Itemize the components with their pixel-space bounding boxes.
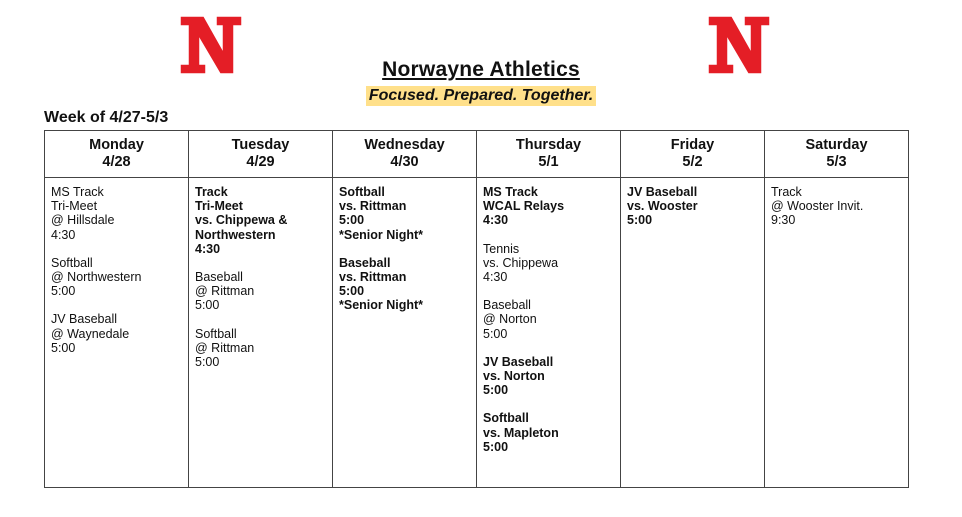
event-item: [51, 256, 182, 299]
day-events-cell: [765, 178, 909, 488]
event-line: @ Wooster Invit.: [771, 199, 864, 214]
event-line: 4:30: [483, 270, 508, 285]
day-header: Thursday 5/1: [477, 131, 621, 178]
event-line: Northwestern: [195, 227, 276, 242]
event-item: [483, 411, 614, 454]
event-line: @ Norton: [483, 312, 537, 327]
event-line: vs. Wooster: [627, 199, 698, 214]
event-line: 4:30: [483, 213, 509, 228]
event-line: @ Waynedale: [51, 326, 130, 341]
event-line: vs. Rittman: [339, 270, 407, 285]
week-label: Week of 4/27-5/3: [44, 109, 169, 126]
event-line: 9:30: [771, 213, 796, 228]
event-item: [51, 185, 182, 242]
event-item: [483, 355, 614, 398]
event-line: *Senior Night*: [339, 227, 424, 242]
event-line: 5:00: [51, 284, 76, 299]
event-line: 4:30: [51, 227, 76, 242]
event-item: [195, 270, 326, 313]
day-header-row: [45, 131, 909, 178]
event-line: Tri-Meet: [51, 199, 98, 214]
event-line: 5:00: [483, 326, 508, 341]
event-line: 5:00: [627, 213, 653, 228]
day-header: Tuesday 4/29: [189, 131, 333, 178]
event-line: vs. Rittman: [339, 199, 407, 214]
day-events-cell: [477, 178, 621, 488]
event-line: Softball: [51, 255, 93, 270]
event-line: Track: [771, 185, 802, 199]
event-item: [483, 242, 614, 285]
event-line: MS Track: [483, 185, 538, 199]
day-header: Friday 5/2: [621, 131, 765, 178]
event-item: [339, 185, 470, 242]
event-line: Baseball: [483, 298, 531, 313]
event-line: Baseball: [195, 270, 243, 285]
event-line: @ Hillsdale: [51, 213, 115, 228]
day-header: Saturday 5/3: [765, 131, 909, 178]
event-line: JV Baseball: [51, 312, 118, 327]
event-item: [627, 185, 758, 228]
event-line: 5:00: [483, 383, 509, 398]
event-item: [195, 185, 326, 256]
event-item: [483, 298, 614, 341]
event-line: @ Rittman: [195, 340, 255, 355]
event-line: 5:00: [483, 439, 509, 454]
day-events-cell: [189, 178, 333, 488]
day-header: Wednesday 4/30: [333, 131, 477, 178]
event-line: Track: [195, 185, 228, 199]
day-events-cell: [333, 178, 477, 488]
day-events-cell: [45, 178, 189, 488]
event-line: MS Track: [51, 185, 104, 199]
events-row: [45, 178, 909, 488]
event-item: [51, 312, 182, 355]
event-item: [195, 327, 326, 370]
event-line: Softball: [339, 185, 385, 199]
event-line: 4:30: [195, 241, 221, 256]
event-line: vs. Norton: [483, 369, 545, 384]
event-item: [339, 256, 470, 313]
event-line: @ Rittman: [195, 284, 255, 299]
event-line: Softball: [483, 411, 529, 426]
event-line: JV Baseball: [483, 354, 554, 369]
event-line: Tri-Meet: [195, 199, 243, 214]
event-line: *Senior Night*: [339, 298, 424, 313]
event-line: @ Northwestern: [51, 270, 142, 285]
event-line: 5:00: [339, 213, 365, 228]
schedule-table: [44, 130, 909, 488]
event-line: Baseball: [339, 255, 391, 270]
event-line: vs. Chippewa: [483, 255, 559, 270]
event-line: WCAL Relays: [483, 199, 565, 214]
event-item: [771, 185, 902, 228]
event-line: Softball: [195, 326, 237, 341]
event-item: [483, 185, 614, 228]
event-line: vs. Mapleton: [483, 425, 559, 440]
event-line: 5:00: [195, 355, 220, 370]
event-line: 5:00: [195, 298, 220, 313]
day-header: Monday 4/28: [45, 131, 189, 178]
event-line: Tennis: [483, 241, 520, 256]
page-title: Norwayne Athletics: [382, 58, 580, 81]
day-events-cell: [621, 178, 765, 488]
event-line: vs. Chippewa &: [195, 213, 288, 228]
event-line: 5:00: [339, 284, 365, 299]
event-line: JV Baseball: [627, 185, 698, 199]
event-line: 5:00: [51, 340, 76, 355]
tagline: Focused. Prepared. Together.: [366, 86, 596, 106]
